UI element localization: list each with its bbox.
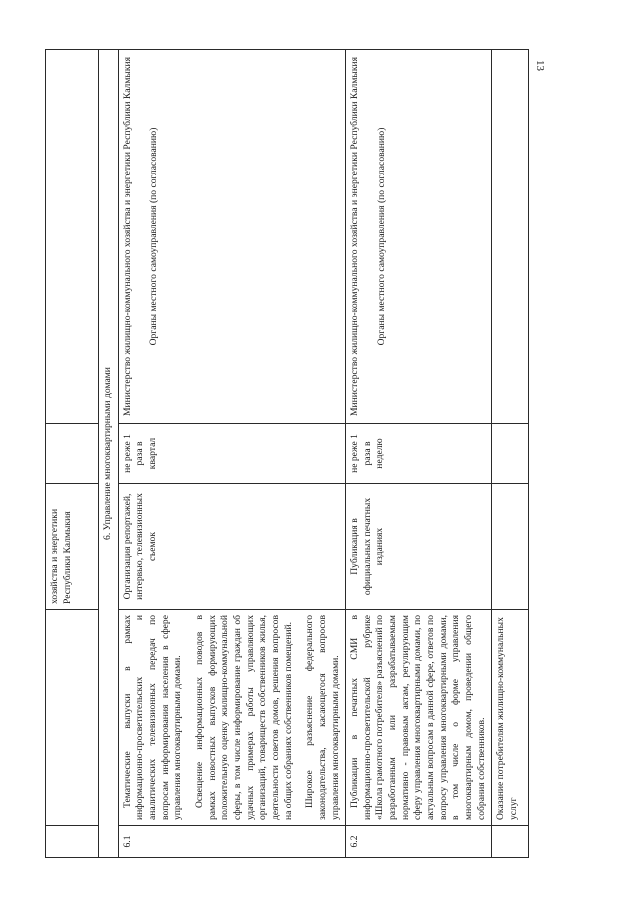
row-responsible [346,50,492,424]
table-row-continued [46,50,99,858]
responsible-ministry: Министерство жилищно-коммунального хозяйства и энергетики Республики Калмыкия [121,56,133,417]
row-description [118,610,346,826]
row-form: Публикация в официальных печатных изданиях [346,484,492,610]
cell-term [46,424,99,484]
responsible-ministry: Министерство жилищно-коммунального хозяйства и энергетики Республики Калмыкия [349,56,361,417]
row-form [492,484,529,610]
document-table-rotated [45,50,525,858]
row-description [346,610,492,826]
cell-num [46,826,99,858]
table-row [346,50,492,858]
description-paragraph: Публикации в печатных СМИ в информационно-просветительской рубрике «Школа грамотного потребителя» разъяснений по разработанным или разрабатываемым нормативно - правовым актам, регулирующим сферу управления многоквартирными домами, по актуальным вопросам в данной сфере, ответов по вопросу управления многоквартирными домами, в том числе о форме управления многоквартирным домом, проведении общего собрания собственников. [349,615,487,820]
row-term [492,424,529,484]
cell-resp [46,50,99,424]
responsible-local: Органы местного самоуправления (по согласованию) [375,127,387,346]
cell-form: хозяйства и энергетики Республики Калмыкия [46,484,99,610]
row-number [492,826,529,858]
row-number: 6.2 [346,826,492,858]
table-row [118,50,346,858]
table-row-cut [492,50,529,858]
description-paragraph: Тематические выпуски в рамках информационно-просветительских и аналитических телевизионных передач по вопросам информирования населения в сфере управления многоквартирными домами. [121,615,184,820]
row-term: не реже 1 раза в неделю [346,424,492,484]
row-term: не реже 1 раза в квартал [118,424,346,484]
section-header-row [99,50,119,858]
page-number: 13 [534,60,546,71]
responsible-local: Органы местного самоуправления (по согласованию) [148,127,160,346]
row-number: 6.1 [118,826,346,858]
description-paragraph: Освещение информационных поводов в рамках новостных выпусков формирующих положительную оценку жилищно-коммунальной сферы, в том числе информирование граждан об удачных примерах работы управляющих организаций, товариществ собственников жилья, деятельности советов домов, решения вопросов на общих собраниях собственников помещений. [193,615,294,820]
row-description: Оказание потребителям жилищно-коммунальных услуг [492,610,529,826]
row-form: Организация репортажей, интервью, телевизионных съемок [118,484,346,610]
row-responsible [492,50,529,424]
plan-table [45,49,529,858]
cell-desc [46,610,99,826]
description-paragraph: Широкое разъяснение федерального законодательства, касающегося вопросов управления многоквартирными домами. [304,615,341,820]
section-title: 6. Управление многоквартирными домами [99,50,119,858]
row-responsible [118,50,346,424]
